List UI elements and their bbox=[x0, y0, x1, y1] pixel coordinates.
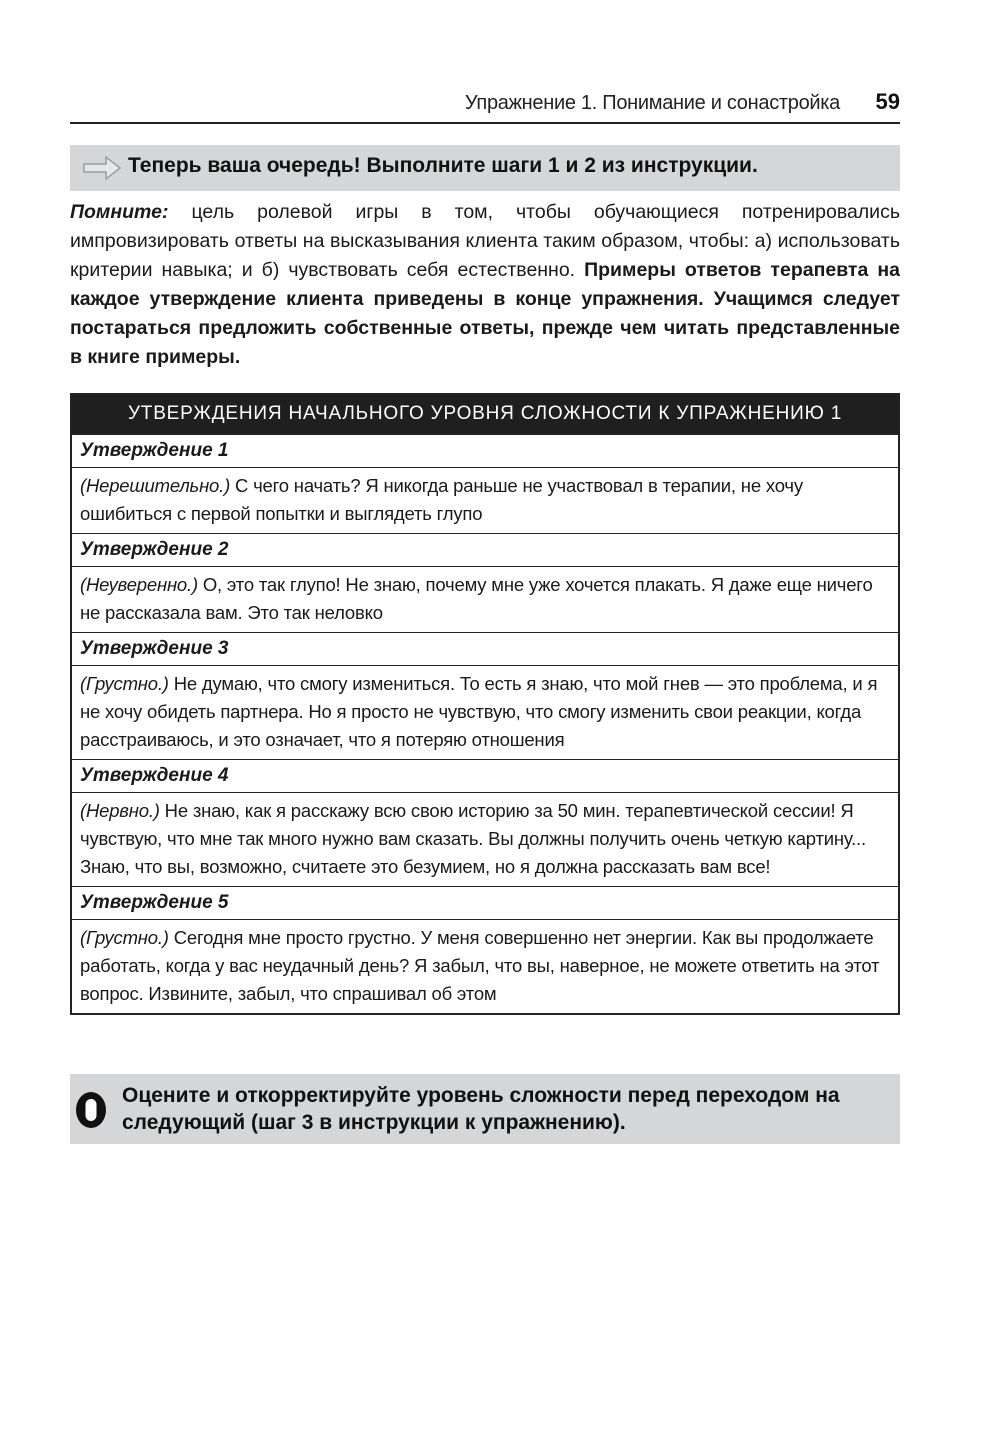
statement-text: О, это так глупо! Не знаю, почему мне уже хочется плакать. Я даже еще ничего не рассказала вам. Это так неловко bbox=[80, 574, 873, 623]
remember-bold-text: Примеры ответов терапевта на каждое утверждение клиента приведены в конце упражнения. Учащимся следует постараться предложить собственные ответы, прежде чем читать представленные в книге примеры. bbox=[70, 259, 900, 368]
statement-tone: (Нервно.) bbox=[80, 800, 160, 821]
statement-tone: (Неуверенно.) bbox=[80, 574, 198, 595]
arrow-right-icon bbox=[82, 153, 122, 183]
page-number: 59 bbox=[875, 89, 900, 114]
remember-paragraph bbox=[70, 198, 900, 372]
statement-title: Утверждение 2 bbox=[72, 534, 898, 567]
statements-table bbox=[70, 393, 900, 1015]
evaluate-banner bbox=[70, 1074, 900, 1144]
statement-body bbox=[72, 920, 898, 1013]
statement-text: Не думаю, что смогу измениться. То есть я знаю, что мой гнев — это проблема, и я не хочу обидеть партнера. Но я просто не чувствую, что смогу изменить свои реакции, когда расстраиваюсь, и это означает, что я потеряю отношения bbox=[80, 673, 878, 750]
remember-text: цель ролевой игры в том, чтобы обучающиеся потренировались импровизировать ответы на высказывания клиента таким образом, чтобы: а) использовать критерии навыка; и б) чувствовать себя естественно. bbox=[70, 201, 900, 281]
statement-title: Утверждение 3 bbox=[72, 633, 898, 666]
your-turn-text: Теперь ваша очередь! Выполните шаги 1 и 2 из инструкции. bbox=[128, 154, 758, 177]
statement-text: С чего начать? Я никогда раньше не участвовал в терапии, не хочу ошибиться с первой попытки и выглядеть глупо bbox=[80, 475, 803, 524]
running-header bbox=[70, 90, 900, 124]
statement-text: Сегодня мне просто грустно. У меня совершенно нет энергии. Как вы продолжаете работать, когда у вас неудачный день? Я забыл, что вы, наверное, не можете ответить на этот вопрос. Извините, забыл, что спрашивал об этом bbox=[80, 927, 880, 1004]
running-title: Упражнение 1. Понимание и сонастройка bbox=[464, 92, 840, 114]
statement-tone: (Нерешительно.) bbox=[80, 475, 231, 496]
statement-tone: (Грустно.) bbox=[80, 673, 169, 694]
statement-body bbox=[72, 468, 898, 534]
your-turn-banner bbox=[70, 145, 900, 191]
statement-title: Утверждение 5 bbox=[72, 887, 898, 920]
statement-body bbox=[72, 793, 898, 887]
stop-circle-icon bbox=[74, 1090, 108, 1130]
statement-body bbox=[72, 666, 898, 760]
statement-title: Утверждение 4 bbox=[72, 760, 898, 793]
statement-body bbox=[72, 567, 898, 633]
remember-lead: Помните: bbox=[70, 201, 169, 223]
table-header: УТВЕРЖДЕНИЯ НАЧАЛЬНОГО УРОВНЯ СЛОЖНОСТИ К УПРАЖНЕНИЮ 1 bbox=[72, 395, 898, 435]
statement-title: Утверждение 1 bbox=[72, 435, 898, 468]
statement-tone: (Грустно.) bbox=[80, 927, 169, 948]
statement-text: Не знаю, как я расскажу всю свою историю за 50 мин. терапевтической сессии! Я чувствую, что мне так много нужно вам сказать. Вы должны получить очень четкую картину... Знаю, что вы, возможно, считаете это безумием, но я должна рассказать вам все! bbox=[80, 800, 866, 877]
evaluate-text: Оцените и откорректируйте уровень сложности перед переходом на следующий (шаг 3 в инструкции к упражнению). bbox=[122, 1084, 840, 1134]
